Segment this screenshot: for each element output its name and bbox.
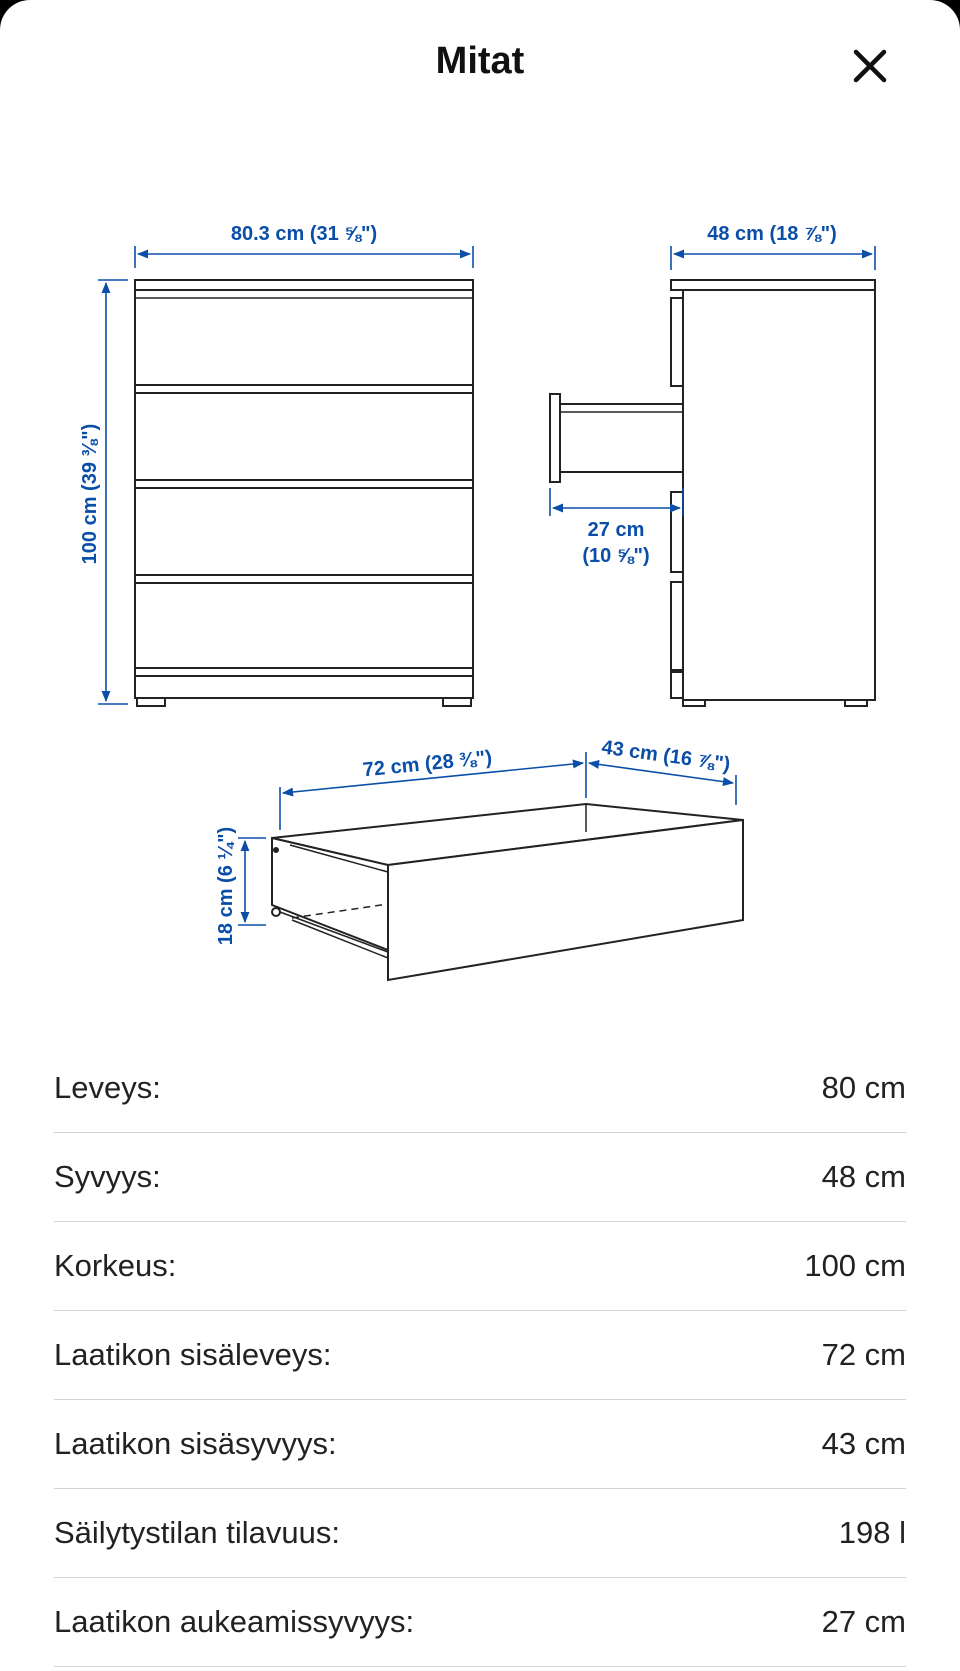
spec-label: Laatikon aukeamissyvyys: xyxy=(54,1604,415,1639)
spec-row-drawer-inner-depth xyxy=(54,1400,906,1489)
front-view xyxy=(135,280,473,706)
side-view xyxy=(550,280,875,706)
side-depth-label: 48 cm (18 ⅞") xyxy=(707,223,837,245)
spec-label: Laatikon sisäsyvyys: xyxy=(54,1426,337,1461)
spec-label: Syvyys: xyxy=(54,1159,161,1194)
spec-row-drawer-opening-depth xyxy=(54,1578,906,1667)
spec-value: 27 cm xyxy=(821,1604,906,1639)
spec-row-depth xyxy=(54,1133,906,1222)
spec-value: 100 cm xyxy=(804,1248,906,1283)
spec-label: Säilytystilan tilavuus: xyxy=(54,1515,341,1550)
spec-value: 43 cm xyxy=(821,1426,906,1461)
spec-row-width xyxy=(54,1044,906,1133)
drawer-height-label: 18 cm (6 ¼") xyxy=(215,826,237,946)
spec-value: 72 cm xyxy=(821,1337,906,1372)
spec-value: 198 l xyxy=(838,1515,906,1550)
front-width-label: 80.3 cm (31 ⅝") xyxy=(230,223,378,245)
spec-row-drawer-inner-width xyxy=(54,1311,906,1400)
spec-value: 80 cm xyxy=(821,1070,906,1105)
drawer-open-depth-in: (10 ⅝") xyxy=(582,545,650,567)
spec-label: Laatikon sisäleveys: xyxy=(54,1337,332,1372)
spec-label: Leveys: xyxy=(54,1070,161,1105)
specs-list xyxy=(54,1044,906,1667)
spec-row-height xyxy=(54,1222,906,1311)
drawer-inner-depth-label: 43 cm (16 ⅞") xyxy=(600,736,732,776)
spec-row-storage-volume xyxy=(54,1489,906,1578)
front-height-label: 100 cm (39 ⅜") xyxy=(79,423,101,565)
spec-label: Korkeus: xyxy=(54,1248,177,1283)
spec-value: 48 cm xyxy=(821,1159,906,1194)
drawer-inner-width-label: 72 cm (28 ⅜") xyxy=(361,746,493,782)
page-title: Mitat xyxy=(435,40,525,82)
drawer-view xyxy=(272,804,743,980)
drawer-open-depth-cm: 27 cm xyxy=(587,519,645,541)
